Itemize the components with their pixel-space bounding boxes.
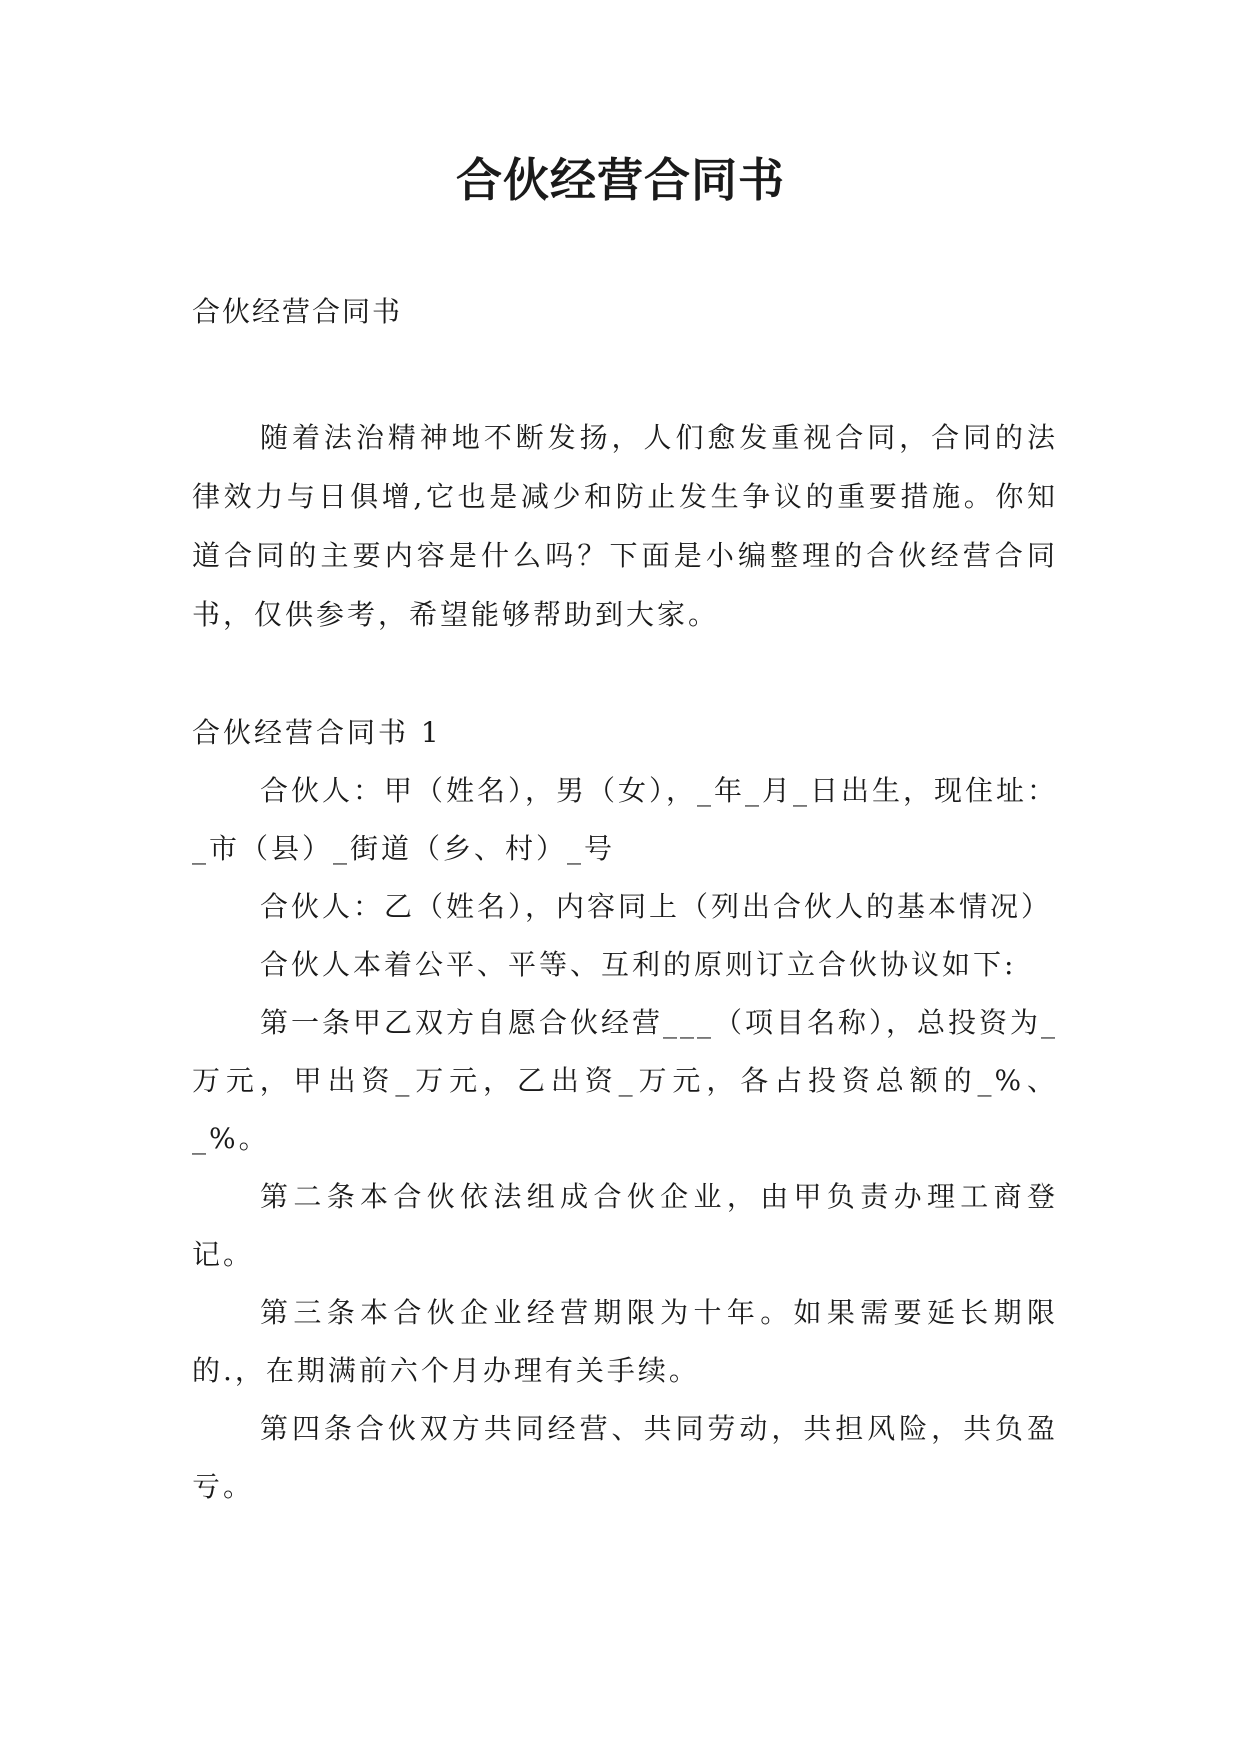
contract-section [192,704,1058,1516]
agreement-intro-paragraph: 合伙人本着公平、平等、互利的原则订立合伙协议如下: [260,948,1017,981]
partner-a-paragraph: 合伙人：甲（姓名），男（女），_年_月_日出生，现住址：_市（县）_街道（乡、村）_号 [192,774,1059,865]
article-2-paragraph: 第二条本合伙依法组成合伙企业，由甲负责办理工商登记。 [192,1180,1058,1271]
article-4-paragraph: 第四条合伙双方共同经营、共同劳动，共担风险，共负盈亏。 [192,1412,1058,1503]
article-3-paragraph: 第三条本合伙企业经营期限为十年。如果需要延长期限的.，在期满前六个月办理有关手续。 [192,1296,1058,1387]
document-title: 合伙经营合同书 [456,153,785,207]
section-heading: 合伙经营合同书 1 [192,716,442,749]
article-1-paragraph: 第一条甲乙双方自愿合伙经营___（项目名称），总投资为_万元，甲出资_万元，乙出资_万元，各占投资总额的_%、_%。 [192,1006,1059,1155]
partner-b-paragraph: 合伙人：乙（姓名），内容同上（列出合伙人的基本情况） [260,890,1053,923]
intro-paragraph: 随着法治精神地不断发扬，人们愈发重视合同，合同的法律效力与日俱增,它也是减少和防止发生争议的重要措施。你知道合同的主要内容是什么吗？下面是小编整理的合伙经营合同书，仅供参考，希望能够帮助到大家。 [192,421,1058,631]
document-subtitle: 合伙经营合同书 [192,295,403,328]
